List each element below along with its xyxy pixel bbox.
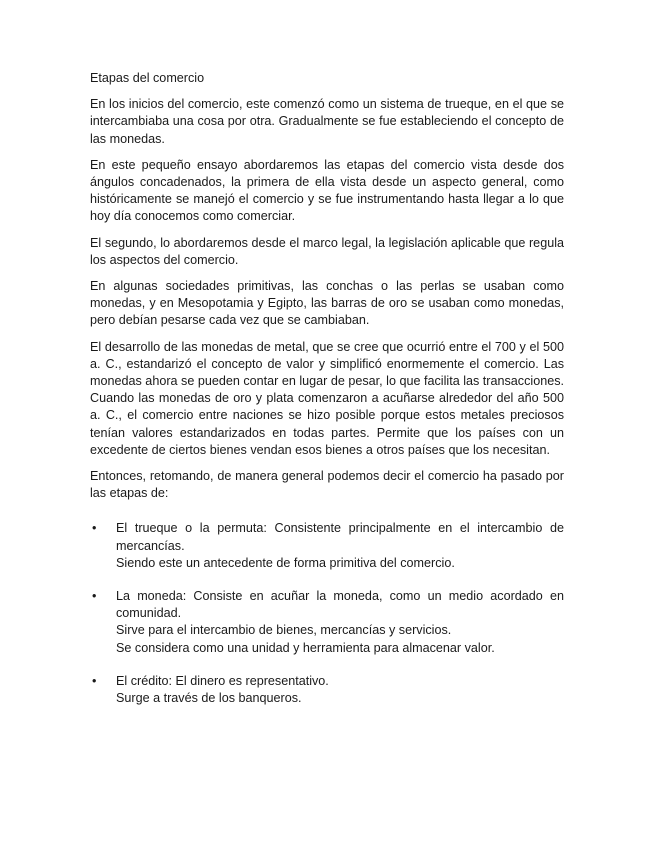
list-item-detail: Surge a través de los banqueros. — [116, 691, 302, 706]
list-item-main: El trueque o la permuta: Consistente principalmente en el intercambio de mercancías. — [116, 521, 564, 553]
paragraph-legal-angle: El segundo, lo abordaremos desde el marco legal, la legislación aplicable que regula los aspectos del comercio. — [90, 235, 564, 267]
paragraph-essay-scope: En este pequeño ensayo abordaremos las etapas del comercio vista desde dos ángulos concadenados, la primera de ella vista desde un aspecto general, como históricamente se manejó el comercio y se fue instrumentando hasta llegar a lo que hoy día conocemos como comerciar. — [90, 157, 564, 224]
list-item-credito — [90, 673, 564, 707]
list-item-detail: Se considera como una unidad y herramienta para almacenar valor. — [116, 640, 495, 655]
paragraph-stages-intro: Entonces, retomando, de manera general podemos decir el comercio ha pasado por las etapas de: — [90, 469, 564, 501]
list-item-main: La moneda: Consiste en acuñar la moneda, como un medio acordado en comunidad. — [116, 589, 564, 621]
paragraph-metal-coins: El desarrollo de las monedas de metal, que se cree que ocurrió entre el 700 y el 500 a. C., estandarizó el concepto de valor y simplificó enormemente el comercio. Las monedas ahora se pueden contar en lugar de pesar, lo que facilita las transacciones. Cuando las monedas de oro y plata comenzaron a acuñarse alrededor del año 500 a. C., el comercio entre naciones se hizo posible porque estos metales preciosos tenían valores estandarizados en todas partes. Permite que los países con un excedente de ciertos bienes vendan esos bienes a otros países que los necesitan. — [90, 339, 564, 457]
bullet-icon: • — [92, 521, 97, 536]
paragraph-intro: En los inicios del comercio, este comenzó como un sistema de trueque, en el que se intercambiaba una cosa por otra. Gradualmente se fue estableciendo el concepto de las monedas. — [90, 97, 564, 146]
paragraph-primitive-money: En algunas sociedades primitivas, las conchas o las perlas se usaban como monedas, y en Mesopotamia y Egipto, las barras de oro se usaban como monedas, pero debían pesarse cada vez que se cambiaban. — [90, 279, 564, 328]
document-title: Etapas del comercio — [90, 71, 205, 85]
bullet-icon: • — [92, 589, 97, 604]
bullet-icon: • — [92, 673, 97, 688]
stages-list — [90, 520, 564, 707]
list-item-trueque — [90, 520, 564, 572]
list-item-main: El crédito: El dinero es representativo. — [116, 673, 329, 688]
list-item-moneda — [90, 588, 564, 657]
document-page — [90, 70, 564, 723]
list-item-detail: Sirve para el intercambio de bienes, mercancías y servicios. — [116, 623, 452, 638]
list-item-detail: Siendo este un antecedente de forma primitiva del comercio. — [116, 555, 455, 570]
